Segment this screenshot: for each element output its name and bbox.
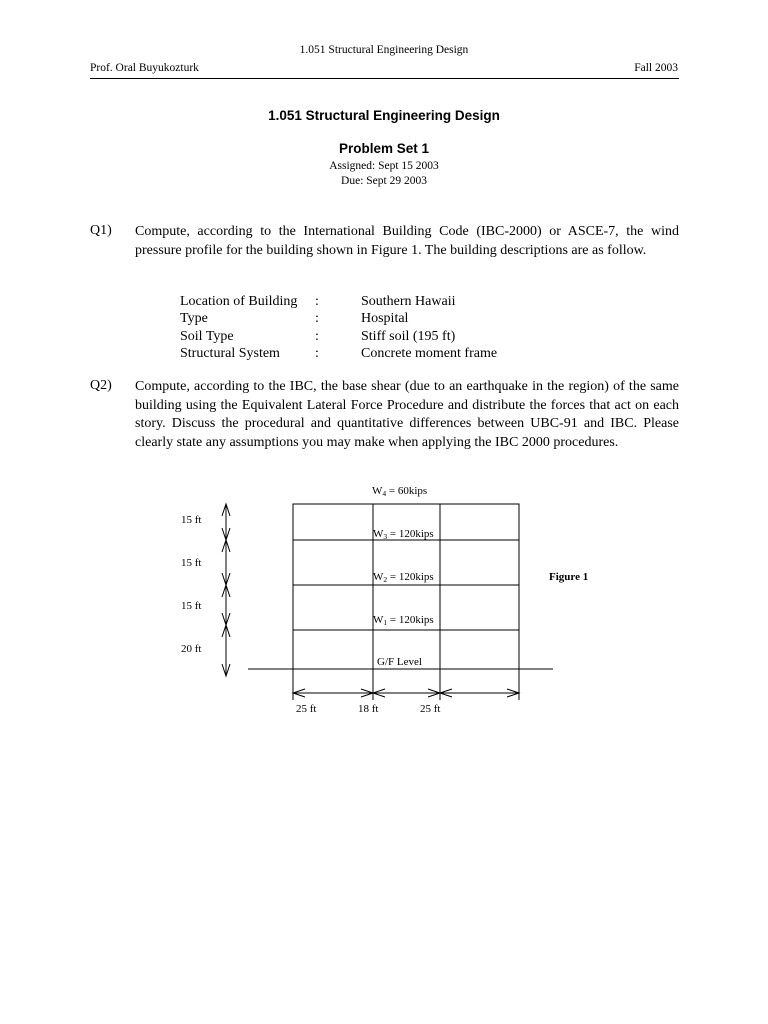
description-label: Location of Building xyxy=(180,294,298,309)
description-label: Soil Type xyxy=(180,328,234,344)
q2-label: Q2) xyxy=(90,378,112,393)
bay-width-label: 18 ft xyxy=(358,703,379,715)
story-height-label: 15 ft xyxy=(181,557,202,569)
ground-level-label: G/F Level xyxy=(377,656,422,668)
figure-caption: Figure 1 xyxy=(549,571,589,583)
assigned-date: Assigned: Sept 15 2003 xyxy=(329,160,439,172)
description-colon: : xyxy=(315,345,319,361)
description-colon: : xyxy=(315,311,319,327)
description-value: Stiff soil (195 ft) xyxy=(361,328,456,344)
weight-label-w2: W2 = 120kips xyxy=(373,571,434,584)
description-colon: : xyxy=(315,294,319,309)
q2-text: Compute, according to the IBC, the base shear (due to an earthquake in the region) of the same building using the Equivalent Lateral Force Procedure and distribute the forces that act on each story. Discuss the procedural and quantitative differences between UBC-91 and IBC. Please clearly state any assumptions you may make when applying the IBC 2000 procedures. xyxy=(135,379,679,450)
description-value: Southern Hawaii xyxy=(361,294,456,309)
description-colon: : xyxy=(315,328,319,344)
header-term: Fall 2003 xyxy=(634,62,678,74)
header-course: 1.051 Structural Engineering Design xyxy=(299,44,469,56)
story-height-label: 15 ft xyxy=(181,600,202,612)
q1-text: Compute, according to the International Building Code (IBC-2000) or ASCE-7, the wind pressure profile for the building shown in Figure 1. The building descriptions are as follow. xyxy=(135,224,679,258)
due-date: Due: Sept 29 2003 xyxy=(341,175,427,187)
bay-width-label: 25 ft xyxy=(296,703,317,715)
header-author: Prof. Oral Buyukozturk xyxy=(90,62,199,74)
weight-label-w3: W3 = 120kips xyxy=(373,528,434,541)
weight-label-w4: W4 = 60kips xyxy=(372,485,428,498)
document-title: 1.051 Structural Engineering Design xyxy=(268,108,500,123)
description-value: Hospital xyxy=(361,311,409,327)
bay-width-label: 25 ft xyxy=(420,703,441,715)
weight-label-w1: W1 = 120kips xyxy=(373,614,434,627)
description-value: Concrete moment frame xyxy=(361,345,498,361)
description-label: Structural System xyxy=(180,345,280,361)
problem-set-title: Problem Set 1 xyxy=(338,141,430,156)
story-height-label: 15 ft xyxy=(181,514,202,526)
story-height-label: 20 ft xyxy=(181,643,202,655)
q1-label: Q1) xyxy=(90,223,112,238)
description-label: Type xyxy=(180,311,208,327)
